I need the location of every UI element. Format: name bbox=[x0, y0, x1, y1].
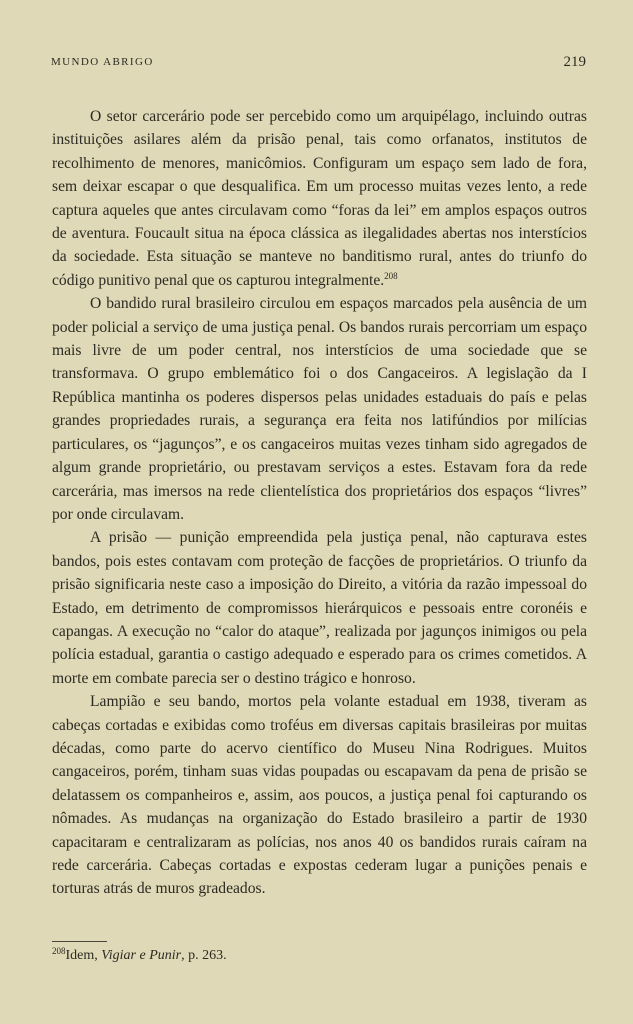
running-header bbox=[51, 56, 586, 76]
paragraph-4: Lampião e seu bando, mortos pela volante estadual em 1938, tiveram as cabeças cortadas e exibidas como troféus em diversas capitais brasileiras por muitas décadas, como parte do acervo científico do Museu Nina Rodrigues. Muitos cangaceiros, porém, tinham suas vidas poupadas ou escapavam da pena de prisão se delatassem os companheiros e, assim, aos poucos, a justiça penal foi capturando os nômades. As mudanças na organização do Estado brasileiro a partir de 1930 capacitaram e centralizaram as polícias, nos anos 40 os bandidos rurais caíram na rede carcerária. Cabeças cortadas e expostas cederam lugar a punições penais e torturas atrás de muros gradeados. bbox=[52, 693, 587, 898]
paragraph-3: A prisão — punição empreendida pela justiça penal, não capturava estes bandos, pois estes contavam com proteção de facções de proprietários. O triunfo da prisão significaria neste caso a imposição do Direito, a vitória da razão impessoal do Estado, em detrimento de compromissos hierárquicos e pessoais entre coronéis e capangas. A execução no “calor do ataque”, realizada por jagunços inimigos ou pela polícia estadual, garantia o castigo adequado e esperado para os crimes cometidos. A morte em combate parecia ser o destino trágico e honroso. bbox=[52, 529, 587, 687]
running-title: MUNDO ABRIGO bbox=[51, 56, 154, 68]
footnote-suffix: , p. 263. bbox=[181, 948, 227, 963]
paragraph-1 bbox=[52, 105, 587, 292]
footnote-208 bbox=[52, 946, 587, 966]
main-text bbox=[52, 105, 587, 901]
paragraph-1-text: O setor carcerário pode ser percebido como um arquipélago, incluindo outras instituições asilares além da prisão penal, tais como orfanatos, institutos de recolhimento de menores, manicômios. Configuram um espaço sem lado de fora, sem deixar escapar o que desqualifica. Em um processo muitas vezes lento, a rede captura aqueles que antes circulavam como “foras da lei” em amplos espaços outros de aventura. Foucault situa na época clássica as ilegalidades abertas nos interstícios da sociedade. Esta situação se manteve no banditismo rural, antes do triunfo do código punitivo penal que os capturou integralmente. bbox=[52, 108, 587, 289]
paragraph-2: O bandido rural brasileiro circulou em espaços marcados pela ausência de um poder policial a serviço de uma justiça penal. Os bandos rurais percorriam um espaço mais livre de um poder central, nos interstícios de uma sociedade que se transformava. O grupo emblemático foi o dos Cangaceiros. A legislação da I República mantinha os poderes dispersos pelas unidades estaduais do país e pelas grandes propriedades rurais, a segurança era feita nos latifúndios por milícias particulares, os “jagunços”, e os cangaceiros muitas vezes tinham sido agregados de algum grande proprietário, ou prestavam serviços a estes. Estavam fora da rede carcerária, mas imersos na rede clientelística dos proprietários dos espaços “livres” por onde circulavam. bbox=[52, 295, 587, 523]
footnote-prefix: Idem, bbox=[65, 948, 102, 963]
page-number: 219 bbox=[563, 54, 586, 70]
footnote-book-title: Vigiar e Punir bbox=[101, 948, 182, 963]
footnote-ref-208[interactable]: 208 bbox=[384, 270, 398, 281]
footnote-divider bbox=[52, 941, 107, 942]
footnote-number: 208 bbox=[52, 946, 66, 956]
